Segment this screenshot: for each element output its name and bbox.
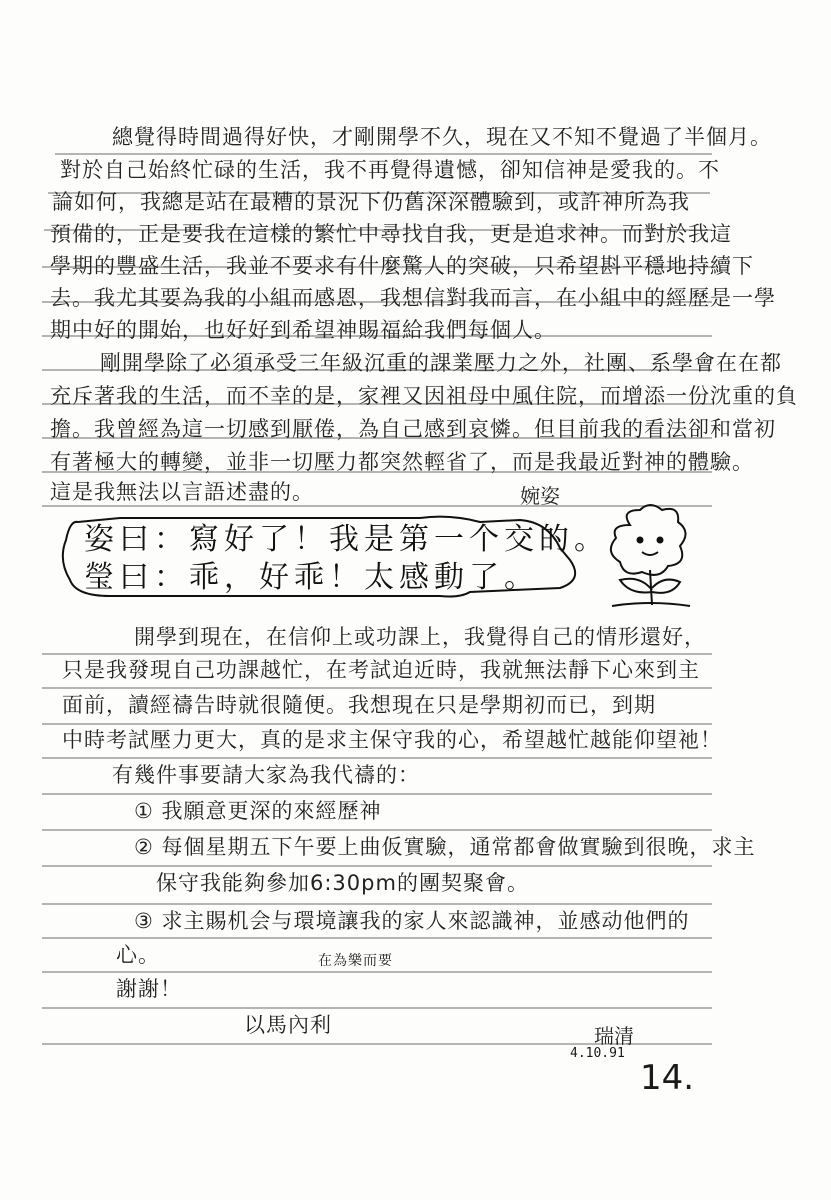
text-line: 有著極大的轉變，並非一切壓力都突然輕省了，而是我最近對神的體驗。 <box>50 450 754 474</box>
flower-doodle <box>611 505 690 606</box>
text-line: 去。我尤其要為我的小組而感恩，我想信對我而言，在小組中的經歷是一學 <box>50 286 776 310</box>
thanks: 謝謝！ <box>116 977 182 1001</box>
page-number: 14. <box>640 1058 695 1098</box>
prayer-item: 保守我能夠參加6:30pm的團契聚會。 <box>156 871 529 895</box>
signature: 婉姿 <box>520 484 560 508</box>
signature: 瑞清 <box>594 1024 634 1048</box>
text-line: 對於自己始終忙碌的生活，我不再覺得遺憾，卻知信神是愛我的。不 <box>60 158 720 182</box>
text-line: 面前，讀經禱告時就很隨便。我想現在只是學期初而已，到期 <box>62 693 656 717</box>
bubble-line: 姿曰：寫好了！我是第一个交的。 <box>84 522 609 557</box>
date: 4.10.91 <box>570 1046 625 1061</box>
text-line: 預備的，正是要我在這樣的繁忙中尋找自我，更是追求神。而對於我這 <box>50 222 732 246</box>
prayer-item: ② 每個星期五下午要上曲仮實驗，通常都會做實驗到很晚，求主 <box>134 835 756 859</box>
prayer-item: ① 我願意更深的來經歷神 <box>134 799 382 823</box>
text-line: 開學到現在，在信仰上或功課上，我覺得自己的情形還好， <box>134 625 706 649</box>
prayer-item: ③ 求主賜机会与環境讓我的家人來認識神，並感动他們的 <box>134 909 690 933</box>
text-line: 這是我無法以言語述盡的。 <box>50 480 314 504</box>
text-line: 有幾件事要請大家為我代禱的： <box>112 763 420 787</box>
inserted-note: 在為樂而要 <box>318 953 393 969</box>
text-line: 只是我發現自己功課越忙，在考試迫近時，我就無法靜下心來到主 <box>62 658 700 682</box>
text-line: 剛開學除了必須承受三年級沉重的課業壓力之外，社團、系學會在在都 <box>100 351 782 375</box>
text-line: 充斥著我的生活，而不幸的是，家裡又因祖母中風住院，而增添一份沈重的負 <box>50 384 798 408</box>
text-line: 中時考試壓力更大，真的是求主保守我的心，希望越忙越能仰望祂！ <box>62 728 722 752</box>
text-line: 學期的豐盛生活，我並不要求有什麼驚人的突破，只希望斟平穩地持續下 <box>50 254 754 278</box>
bubble-line: 瑩曰：乖，好乖！太感動了。 <box>84 560 539 595</box>
text-line: 總覺得時間過得好快，才剛開學不久，現在又不知不覺過了半個月。 <box>112 125 772 149</box>
prayer-item: 心。 <box>116 943 160 967</box>
text-line: 期中好的開始，也好好到希望神賜福給我們每個人。 <box>50 318 556 342</box>
text-line: 擔。我曾經為這一切感到厭倦，為自己感到哀憐。但目前我的看法卻和當初 <box>50 417 776 441</box>
text-line: 論如何，我總是站在最糟的景況下仍舊深深體驗到，或許神所為我 <box>52 190 690 214</box>
closing-blessing: 以馬內利 <box>244 1013 332 1037</box>
